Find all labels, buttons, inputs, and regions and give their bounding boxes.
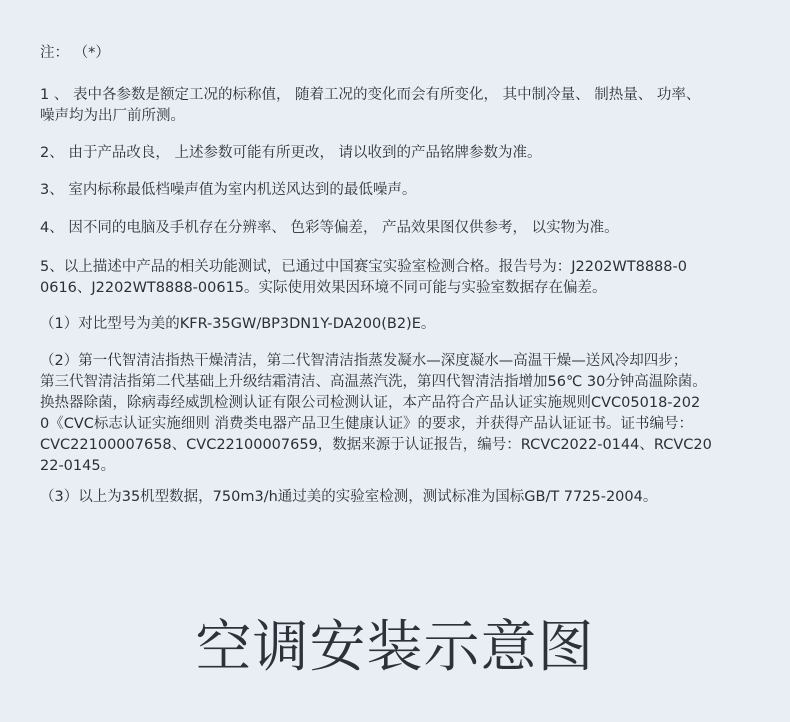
note-item-1: 1 、 表中各参数是额定工况的标称值， 随着工况的变化而会有所变化， 其中制冷量、 制热量、 功率、 噪声均为出厂前所测。 — [40, 87, 701, 124]
note-subitem-2: （2）第一代智清洁指热干燥清洁，第二代智清洁指蒸发凝水—深度凝水—高温干燥—送风冷却四步； 第三代智清洁指第二代基础上升级结霜清洁、高温蒸汽洗，第四代智清洁指增加56℃ 30分钟高温除菌。 换热器除菌，除病毒经威凯检测认证有限公司检测认证，本产品符合产品认证实施规则CVC05018-202 0《CVC标志认证实施细则 消费类电器产品卫生健康认证》的要求，并获得产品认证证书。证书编号： CVC22100007658、CVC22100007659，数据来源于认证报告，编号：RCVC2022-0144、RCVC20 22-0145。 — [40, 353, 712, 474]
note-item-2: 2、 由于产品改良， 上述参数可能有所更改， 请以收到的产品铭牌参数为准。 — [40, 145, 542, 161]
note-subitem-1: （1）对比型号为美的KFR-35GW/BP3DN1Y-DA200(B2)E。 — [40, 316, 436, 332]
notes-header: 注： （*） — [40, 45, 110, 61]
installation-diagram-title: 空调安装示意图 — [195, 615, 595, 680]
note-item-5: 5、以上描述中产品的相关功能测试，已通过中国赛宝实验室检测合格。报告号为：J2202WT8888-0 0616、J2202WT8888-00615。实际使用效果因环境不同可能与实验室数据存在偏差。 — [40, 259, 687, 296]
note-subitem-3: （3）以上为35机型数据，750m3/h通过美的实验室检测，测试标准为国标GB/T 7725-2004。 — [40, 489, 658, 505]
note-item-4: 4、 因不同的电脑及手机存在分辨率、 色彩等偏差， 产品效果图仅供参考， 以实物为准。 — [40, 220, 619, 236]
note-item-3: 3、 室内标称最低档噪声值为室内机送风达到的最低噪声。 — [40, 182, 417, 198]
